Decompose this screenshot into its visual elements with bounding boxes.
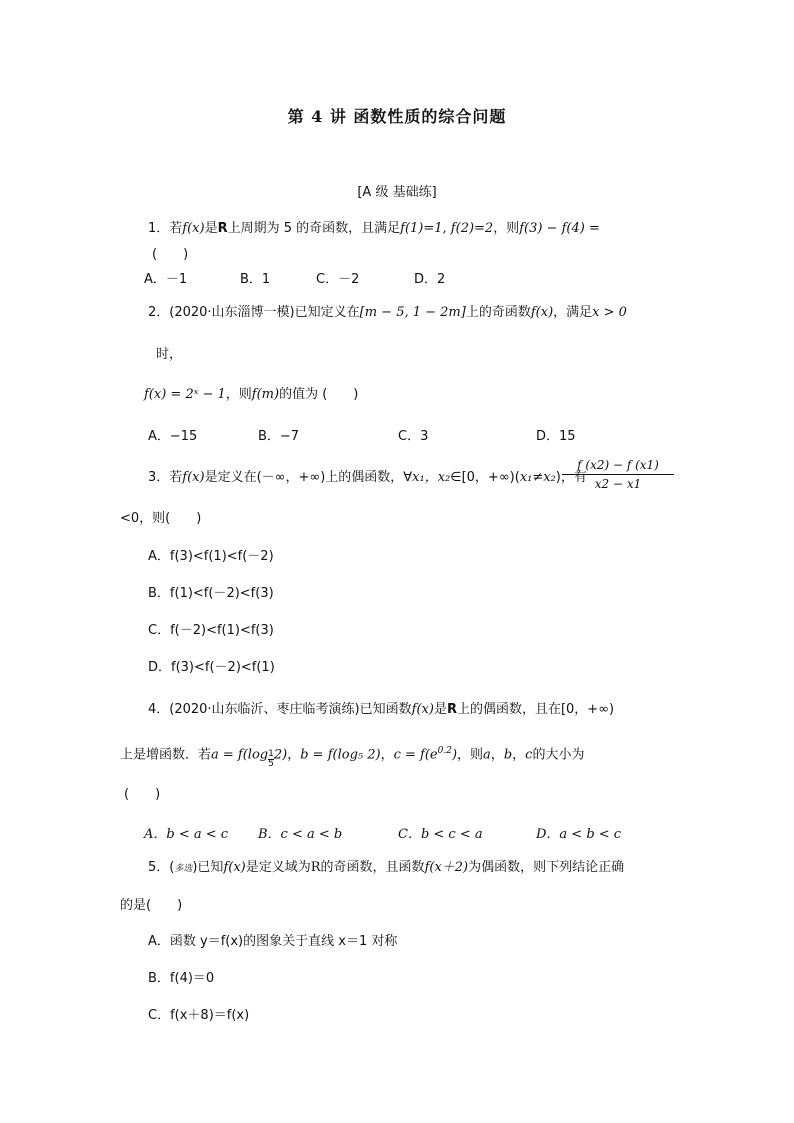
q3-option-a: A．f(3)<f(1)<f(－2) [148,549,274,564]
q5-stem-b: )已知 [192,860,224,875]
page-title: 第 4 讲 函数性质的综合问题 [287,107,507,126]
q2-stem-a: 2．(2020·山东淄博一模)已知定义在 [148,305,360,320]
q3-line2: <0，则( ) [120,511,202,526]
q4-a-base-num: 1 [268,749,274,760]
q3-stem [148,469,587,487]
q4-c-end: ) [451,747,458,763]
q3-stem-c: ∈[0，+∞)( [450,470,520,485]
q5-stem-c: 是定义域为 [245,860,311,875]
q5-line2: 的是( ) [120,898,183,913]
q3-fx: f(x) [182,470,205,485]
q4-option-a: A．b < a < c [144,827,229,842]
q4-c-def: c = f(e [393,747,438,763]
q2-line2: 时， [156,347,183,362]
q2-stem-e: 的值为 ( ) [279,387,359,402]
q3-stem-a: 3．若 [148,470,183,485]
q1-stem-c: 上周期为 5 的奇函数，且满足 [227,221,401,236]
q3-option-b: B．f(1)<f(－2)<f(3) [148,586,274,601]
section-level: [A 级 基础练] [357,185,437,200]
q5-stem-a: 5．( [148,860,175,875]
q4-sep1: ， [287,747,301,763]
q4-line2-b: ，则 [457,747,484,763]
q1-expr: f(3) − f(4) = [519,221,600,236]
q1-option-d: D．2 [414,272,446,287]
q1-option-b: B．1 [240,272,271,287]
q2-option-c: C．3 [398,429,429,444]
q4-line2-a: 上是增函数．若 [120,747,212,763]
q4-paren: ( ) [124,787,161,802]
q2-stem-d: ，则 [225,387,252,402]
q2-fm: f(m) [251,387,280,402]
q5-option-a: A．函数 y＝f(x)的图象关于直线 x＝1 对称 [148,934,398,949]
q4-option-b: B．c < a < b [258,827,343,842]
q2-fx: f(x) [530,305,554,320]
q5-stem-e: 为偶函数，则下列结论正确 [468,860,625,875]
q3-stem-b: 是定义在(－∞，+∞)上的偶函数，∀ [204,470,413,485]
q2-option-b: B．−7 [258,429,300,444]
q5-stem-d: 的奇函数，且函数 [320,860,425,875]
q5-tag: 多选 [174,864,193,874]
q4-stem [148,701,614,719]
q4-var-c: c [525,747,533,763]
q4-option-d: D．a < b < c [536,827,622,842]
q2-stem [148,304,627,322]
q5-stem [148,859,624,878]
q2-formula: f(x) = 2ˣ − 1 [144,387,226,402]
q4-var-b: b [503,747,513,763]
q2-stem-b: 上的奇函数 [465,305,531,320]
q5-fx2: f(x＋2) [424,860,469,875]
q3-neq: x₁≠x₂ [519,470,556,485]
q2-cond: x > 0 [592,305,627,320]
q4-stem-a: 4．(2020·山东临沂、枣庄临考演练)已知函数 [148,702,412,717]
q4-sep2: ， [380,747,394,763]
q1-stem-d: ，则 [493,221,520,236]
q3-frac-den: x2 − x1 [594,477,642,491]
q4-stem-c: 上的偶函数，且在[0，+∞) [456,702,615,717]
q4-a-end: 2) [273,747,288,763]
q2-option-a: A．−15 [148,429,198,444]
q1-option-c: C．－2 [316,272,360,287]
q4-R: R [446,702,457,717]
q4-c-exp: 0.2 [437,746,452,756]
q4-a-base-den: 5 [268,759,274,770]
q3-option-d: D．f(3)<f(－2)<f(1) [148,660,275,675]
q4-b-def: b = f(log₅ 2) [300,747,381,763]
q3-fraction [562,458,674,491]
q2-interval: [m − 5, 1 − 2m] [359,305,466,320]
q1-paren: ( ) [152,247,189,262]
q1-stem [148,220,600,238]
q3-vars: x₁，x₂ [412,470,451,485]
q4-fx: f(x) [411,702,434,717]
q1-cond: f(1)=1, f(2)=2 [400,221,494,236]
q4-line2: 上是增函数．若a = f(log $\frac{1}{5}$ 2)，b = f(log₅ 2)，$c = f(e^{0.2})$，则a，b，c的大小为 [120,746,585,770]
q1-stem-a: 1．若 [148,221,183,236]
q1-option-a: A．－1 [144,272,188,287]
q5-option-b: B．f(4)＝0 [148,971,215,986]
q3-frac-num: f (x2) − f (x1) [577,458,659,472]
q4-var-a: a [483,747,491,763]
q3-stem-d: )，有 [555,470,587,485]
q4-a-def: a = f(log [211,747,269,763]
q3-option-c: C．f(－2)<f(1)<f(3) [148,623,274,638]
q2-line3 [144,386,358,404]
q2-stem-c: ，满足 [553,305,593,320]
q3-frac-bar [562,474,674,475]
q4-option-c: C．b < c < a [398,827,483,842]
q1-fx: f(x) [182,221,205,236]
q5-fx: f(x) [223,860,246,875]
q5-R: R [310,860,321,875]
q1-stem-b: 是 [204,221,218,236]
q4-stem-b: 是 [433,702,447,717]
q5-option-c: C．f(x＋8)＝f(x) [148,1008,250,1023]
q1-R: R [217,221,228,236]
q4-line2-c: 的大小为 [532,747,585,763]
q2-option-d: D．15 [536,429,576,444]
